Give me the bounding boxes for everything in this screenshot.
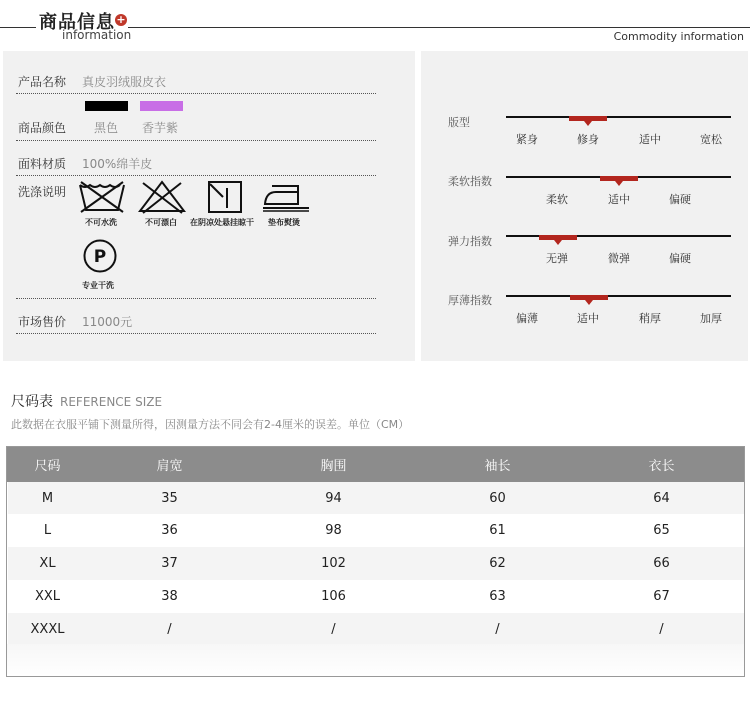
iron-with-cloth-icon <box>262 182 310 212</box>
fit-pointer-icon <box>554 240 562 245</box>
product-name-label: 产品名称 <box>18 75 67 89</box>
table-cell: XXXL <box>8 613 88 646</box>
fit-option: 适中 <box>608 193 630 206</box>
table-cell: XL <box>8 547 88 580</box>
svg-text:P: P <box>93 247 107 267</box>
table-footer-fade <box>7 644 744 676</box>
fit-pointer-icon <box>585 300 593 305</box>
fit-title: 版型 <box>448 116 470 129</box>
fit-option: 偏硬 <box>669 252 691 265</box>
fit-option: 微弹 <box>608 252 630 265</box>
divider <box>16 175 376 176</box>
fit-option: 无弹 <box>546 252 568 265</box>
table-cell: 60 <box>416 482 580 515</box>
product-color-label: 商品颜色 <box>18 121 67 135</box>
fit-pointer-icon <box>615 181 623 186</box>
fit-option: 适中 <box>639 133 661 146</box>
table-cell: / <box>252 613 416 646</box>
section-subtitle: information <box>62 28 132 42</box>
fit-option: 柔软 <box>546 193 568 206</box>
table-row <box>8 547 744 580</box>
fit-scale-line <box>506 295 731 297</box>
table-cell: 36 <box>88 514 252 547</box>
size-table <box>6 446 745 677</box>
fit-option: 宽松 <box>700 133 722 146</box>
column-header: 肩宽 <box>88 448 252 482</box>
header-right-label: Commodity information <box>613 30 744 43</box>
fit-option: 修身 <box>577 133 599 146</box>
size-chart-note: 此数据在衣服平铺下测量所得，因测量方法不同会有2-4厘米的误差。单位（CM） <box>11 418 410 431</box>
column-header: 胸围 <box>252 448 416 482</box>
fit-option: 紧身 <box>516 133 538 146</box>
divider <box>16 93 376 94</box>
table-row <box>8 613 744 646</box>
material-value: 100%绵羊皮 <box>82 157 153 171</box>
fit-option: 加厚 <box>700 312 722 325</box>
table-cell: 102 <box>252 547 416 580</box>
color-name-black: 黑色 <box>94 121 119 135</box>
fit-title: 柔软指数 <box>448 175 492 188</box>
size-chart-title: 尺码表 <box>11 394 53 410</box>
column-header: 袖长 <box>416 448 580 482</box>
table-cell: 35 <box>88 482 252 515</box>
table-row <box>8 482 744 515</box>
care-caption: 不可水洗 <box>85 218 117 227</box>
no-wash-icon <box>77 180 127 214</box>
fit-option: 稍厚 <box>639 312 661 325</box>
fit-option: 偏薄 <box>516 312 538 325</box>
header-rule-right <box>128 27 750 28</box>
fit-option: 偏硬 <box>669 193 691 206</box>
care-caption: 专业干洗 <box>82 281 114 290</box>
fit-title: 弹力指数 <box>448 235 492 248</box>
professional-dry-clean-icon <box>82 238 118 274</box>
care-caption: 在阴凉处悬挂晾干 <box>190 218 254 227</box>
fit-scale-line <box>506 116 731 118</box>
table-cell: 98 <box>252 514 416 547</box>
table-cell: / <box>88 613 252 646</box>
size-chart-title-en: REFERENCE SIZE <box>60 395 163 409</box>
table-row <box>8 580 744 613</box>
column-header: 衣长 <box>580 448 744 482</box>
table-cell: XXL <box>8 580 88 613</box>
table-cell: 66 <box>580 547 744 580</box>
table-cell: 64 <box>580 482 744 515</box>
plus-circle-icon: + <box>116 13 126 26</box>
table-cell: 62 <box>416 547 580 580</box>
material-label: 面料材质 <box>18 157 67 171</box>
color-swatch-purple <box>140 101 183 111</box>
divider <box>16 140 376 141</box>
table-cell: M <box>8 482 88 515</box>
fit-pointer-icon <box>584 121 592 126</box>
table-cell: 106 <box>252 580 416 613</box>
table-cell: 37 <box>88 547 252 580</box>
header-rule-left <box>0 27 36 28</box>
price-label: 市场售价 <box>18 315 67 329</box>
table-row <box>8 514 744 547</box>
color-name-purple: 香芋紫 <box>142 121 179 135</box>
table-cell: 63 <box>416 580 580 613</box>
care-label: 洗涤说明 <box>18 185 67 199</box>
table-cell: 67 <box>580 580 744 613</box>
fit-title: 厚薄指数 <box>448 294 492 307</box>
product-name-value: 真皮羽绒服皮衣 <box>82 75 167 89</box>
section-title: 商品信息 <box>39 12 115 33</box>
table-cell: / <box>580 613 744 646</box>
color-swatch-black <box>85 101 128 111</box>
care-caption: 不可漂白 <box>145 218 177 227</box>
no-bleach-icon <box>138 180 186 214</box>
table-cell: 38 <box>88 580 252 613</box>
table-cell: 65 <box>580 514 744 547</box>
fit-option: 适中 <box>577 312 599 325</box>
column-header: 尺码 <box>8 448 88 482</box>
divider <box>16 298 376 299</box>
table-cell: 61 <box>416 514 580 547</box>
divider <box>16 333 376 334</box>
table-header-row <box>8 448 744 482</box>
table-cell: / <box>416 613 580 646</box>
hang-dry-shade-icon <box>207 180 243 214</box>
table-cell: 94 <box>252 482 416 515</box>
care-caption: 垫布熨烫 <box>268 218 300 227</box>
table-cell: L <box>8 514 88 547</box>
price-value: 11000元 <box>82 315 133 329</box>
